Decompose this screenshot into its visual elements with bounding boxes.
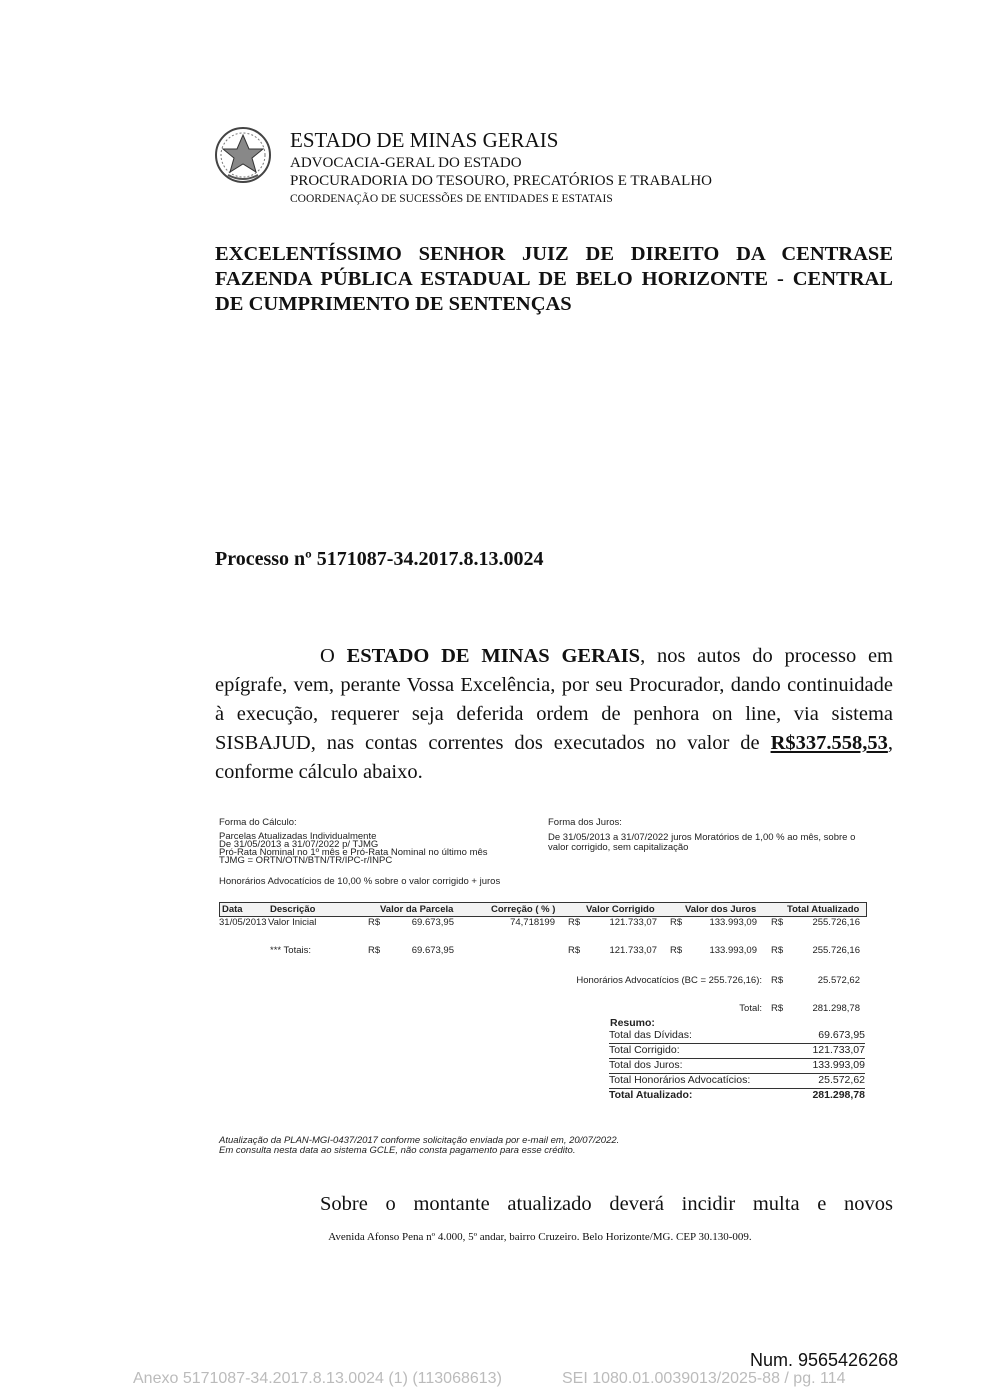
total-row [519, 1004, 865, 1016]
forma-calculo-line: Parcelas Atualizadas Individualmente [219, 831, 377, 842]
continuation-paragraph: Sobre o montante atualizado deverá incidir multa e novos [320, 1193, 893, 1215]
totals-currency: R$ [568, 945, 581, 956]
totals-valor-parcela: 69.673,95 [411, 945, 454, 956]
totals-valor-corrigido: 121.733,07 [609, 945, 657, 956]
request-paragraph [215, 642, 893, 787]
calc-footnote: Atualização da PLAN-MGI-0437/2017 conforme solicitação enviada por e-mail em, 20/07/2022. [219, 1135, 620, 1146]
footer-address: Avenida Afonso Pena nº 4.000, 5º andar, bairro Cruzeiro. Belo Horizonte/MG. CEP 30.130-009. [328, 1231, 752, 1243]
honorarios-value: 25.572,62 [817, 975, 860, 986]
totals-total-atualizado: 255.726,16 [812, 945, 860, 956]
honorarios-row [519, 976, 865, 988]
total-label: Total: [739, 1003, 762, 1014]
honorarios-note: Honorários Advocatícios de 10,00 % sobre o valor corrigido + juros [219, 876, 501, 887]
row-data: 31/05/2013 [219, 917, 267, 928]
summary-final [609, 1089, 865, 1103]
row-total-atualizado: 255.726,16 [812, 917, 860, 928]
header-valor-parcela: Valor da Parcela [380, 904, 454, 915]
paragraph-body: , nos autos do processo em epígrafe, vem, perante Vossa Excelência, por seu Procurador, dando continuidade à execução, requerer seja deferida ordem de penhora on line, via sistema SISBAJUD, nas contas correntes dos executados no valor de [215, 645, 894, 754]
addressee-line: DE CUMPRIMENTO DE SENTENÇAS [215, 293, 572, 315]
total-currency: R$ [771, 1003, 784, 1014]
row-valor-juros: 133.993,09 [709, 917, 757, 928]
header-valor-juros: Valor dos Juros [685, 904, 757, 915]
addressee-line: EXCELENTÍSSIMO SENHOR JUIZ DE DIREITO DA CENTRASE [215, 243, 893, 265]
agency-name: ADVOCACIA-GERAL DO ESTADO [290, 155, 522, 171]
row-currency: R$ [568, 917, 581, 928]
summary-value: 133.993,09 [812, 1059, 865, 1071]
header-descricao: Descrição [270, 904, 316, 915]
summary-item [609, 1059, 865, 1074]
totals-currency: R$ [670, 945, 683, 956]
summary-label: Total Corrigido: [609, 1044, 680, 1056]
row-currency: R$ [368, 917, 381, 928]
addressee-line: FAZENDA PÚBLICA ESTADUAL DE BELO HORIZONTE - CENTRAL [215, 268, 893, 290]
header-data: Data [222, 904, 243, 915]
process-number: Processo nº 5171087-34.2017.8.13.0024 [215, 548, 544, 570]
paragraph-prefix: O [320, 645, 347, 667]
state-name: ESTADO DE MINAS GERAIS [290, 128, 559, 152]
paragraph-suffix: , conforme cálculo abaixo. [215, 732, 893, 783]
forma-calculo-line: TJMG = ORTN/OTN/BTN/TR/IPC-r/INPC [219, 855, 393, 866]
row-correcao: 74,718199 [510, 917, 555, 928]
calc-table-header [219, 902, 867, 917]
calculation-sheet [219, 818, 869, 1158]
header-valor-corrigido: Valor Corrigido [586, 904, 655, 915]
totals-row [219, 946, 865, 958]
summary-label: Total das Dívidas: [609, 1029, 692, 1041]
summary-value: 25.572,62 [818, 1074, 865, 1086]
coat-of-arms-icon [214, 125, 272, 185]
summary-box [609, 1017, 865, 1103]
forma-juros-line: valor corrigido, sem capitalização [548, 842, 689, 853]
summary-label: Total Honorários Advocatícios: [609, 1074, 751, 1086]
totals-currency: R$ [771, 945, 784, 956]
row-descricao: Valor Inicial [268, 917, 317, 928]
honorarios-label: Honorários Advocatícios (BC = 255.726,16): [576, 975, 762, 986]
summary-item [609, 1074, 865, 1089]
summary-value: 69.673,95 [818, 1029, 865, 1041]
document-number: Num. 9565426268 [750, 1350, 899, 1370]
party-name: ESTADO DE MINAS GERAIS [346, 645, 641, 667]
addressee [215, 242, 893, 317]
coordination-name: COORDENAÇÃO DE SUCESSÕES DE ENTIDADES E ESTATAIS [290, 193, 613, 205]
totals-label: *** Totais: [270, 945, 312, 956]
forma-juros-title: Forma dos Juros: [548, 817, 622, 828]
totals-currency: R$ [368, 945, 381, 956]
summary-final-value: 281.298,78 [812, 1089, 865, 1101]
requested-amount: R$337.558,53 [770, 732, 888, 754]
header-total-atualizado: Total Atualizado [787, 904, 860, 915]
sei-watermark: SEI 1080.01.0039013/2025-88 / pg. 114 [562, 1370, 846, 1387]
row-valor-parcela: 69.673,95 [411, 917, 454, 928]
total-value: 281.298,78 [812, 1003, 860, 1014]
summary-final-label: Total Atualizado: [609, 1089, 693, 1101]
calc-footnote: Em consulta nesta data ao sistema GCLE, não consta pagamento para esse crédito. [219, 1145, 576, 1156]
annex-watermark: Anexo 5171087-34.2017.8.13.0024 (1) (113068613) [133, 1370, 502, 1387]
forma-juros-line: De 31/05/2013 a 31/07/2022 juros Moratórios de 1,00 % ao mês, sobre o [548, 832, 856, 843]
forma-calculo-title: Forma do Cálculo: [219, 817, 297, 828]
summary-label: Total dos Juros: [609, 1059, 683, 1071]
summary-item [609, 1044, 865, 1059]
summary-item [609, 1029, 865, 1044]
summary-title: Resumo: [610, 1017, 655, 1029]
row-valor-corrigido: 121.733,07 [609, 917, 657, 928]
forma-calculo-line: De 31/05/2013 a 31/07/2022 p/ TJMG [219, 839, 379, 850]
header-correcao: Correção ( % ) [491, 904, 556, 915]
forma-calculo-line: Pró-Rata Nominal no 1º mês e Pró-Rata Nominal no último mês [219, 847, 488, 858]
row-currency: R$ [771, 917, 784, 928]
department-name: PROCURADORIA DO TESOURO, PRECATÓRIOS E TRABALHO [290, 173, 712, 189]
row-currency: R$ [670, 917, 683, 928]
summary-value: 121.733,07 [812, 1044, 865, 1056]
honorarios-currency: R$ [771, 975, 784, 986]
totals-valor-juros: 133.993,09 [709, 945, 757, 956]
table-row [219, 918, 865, 930]
